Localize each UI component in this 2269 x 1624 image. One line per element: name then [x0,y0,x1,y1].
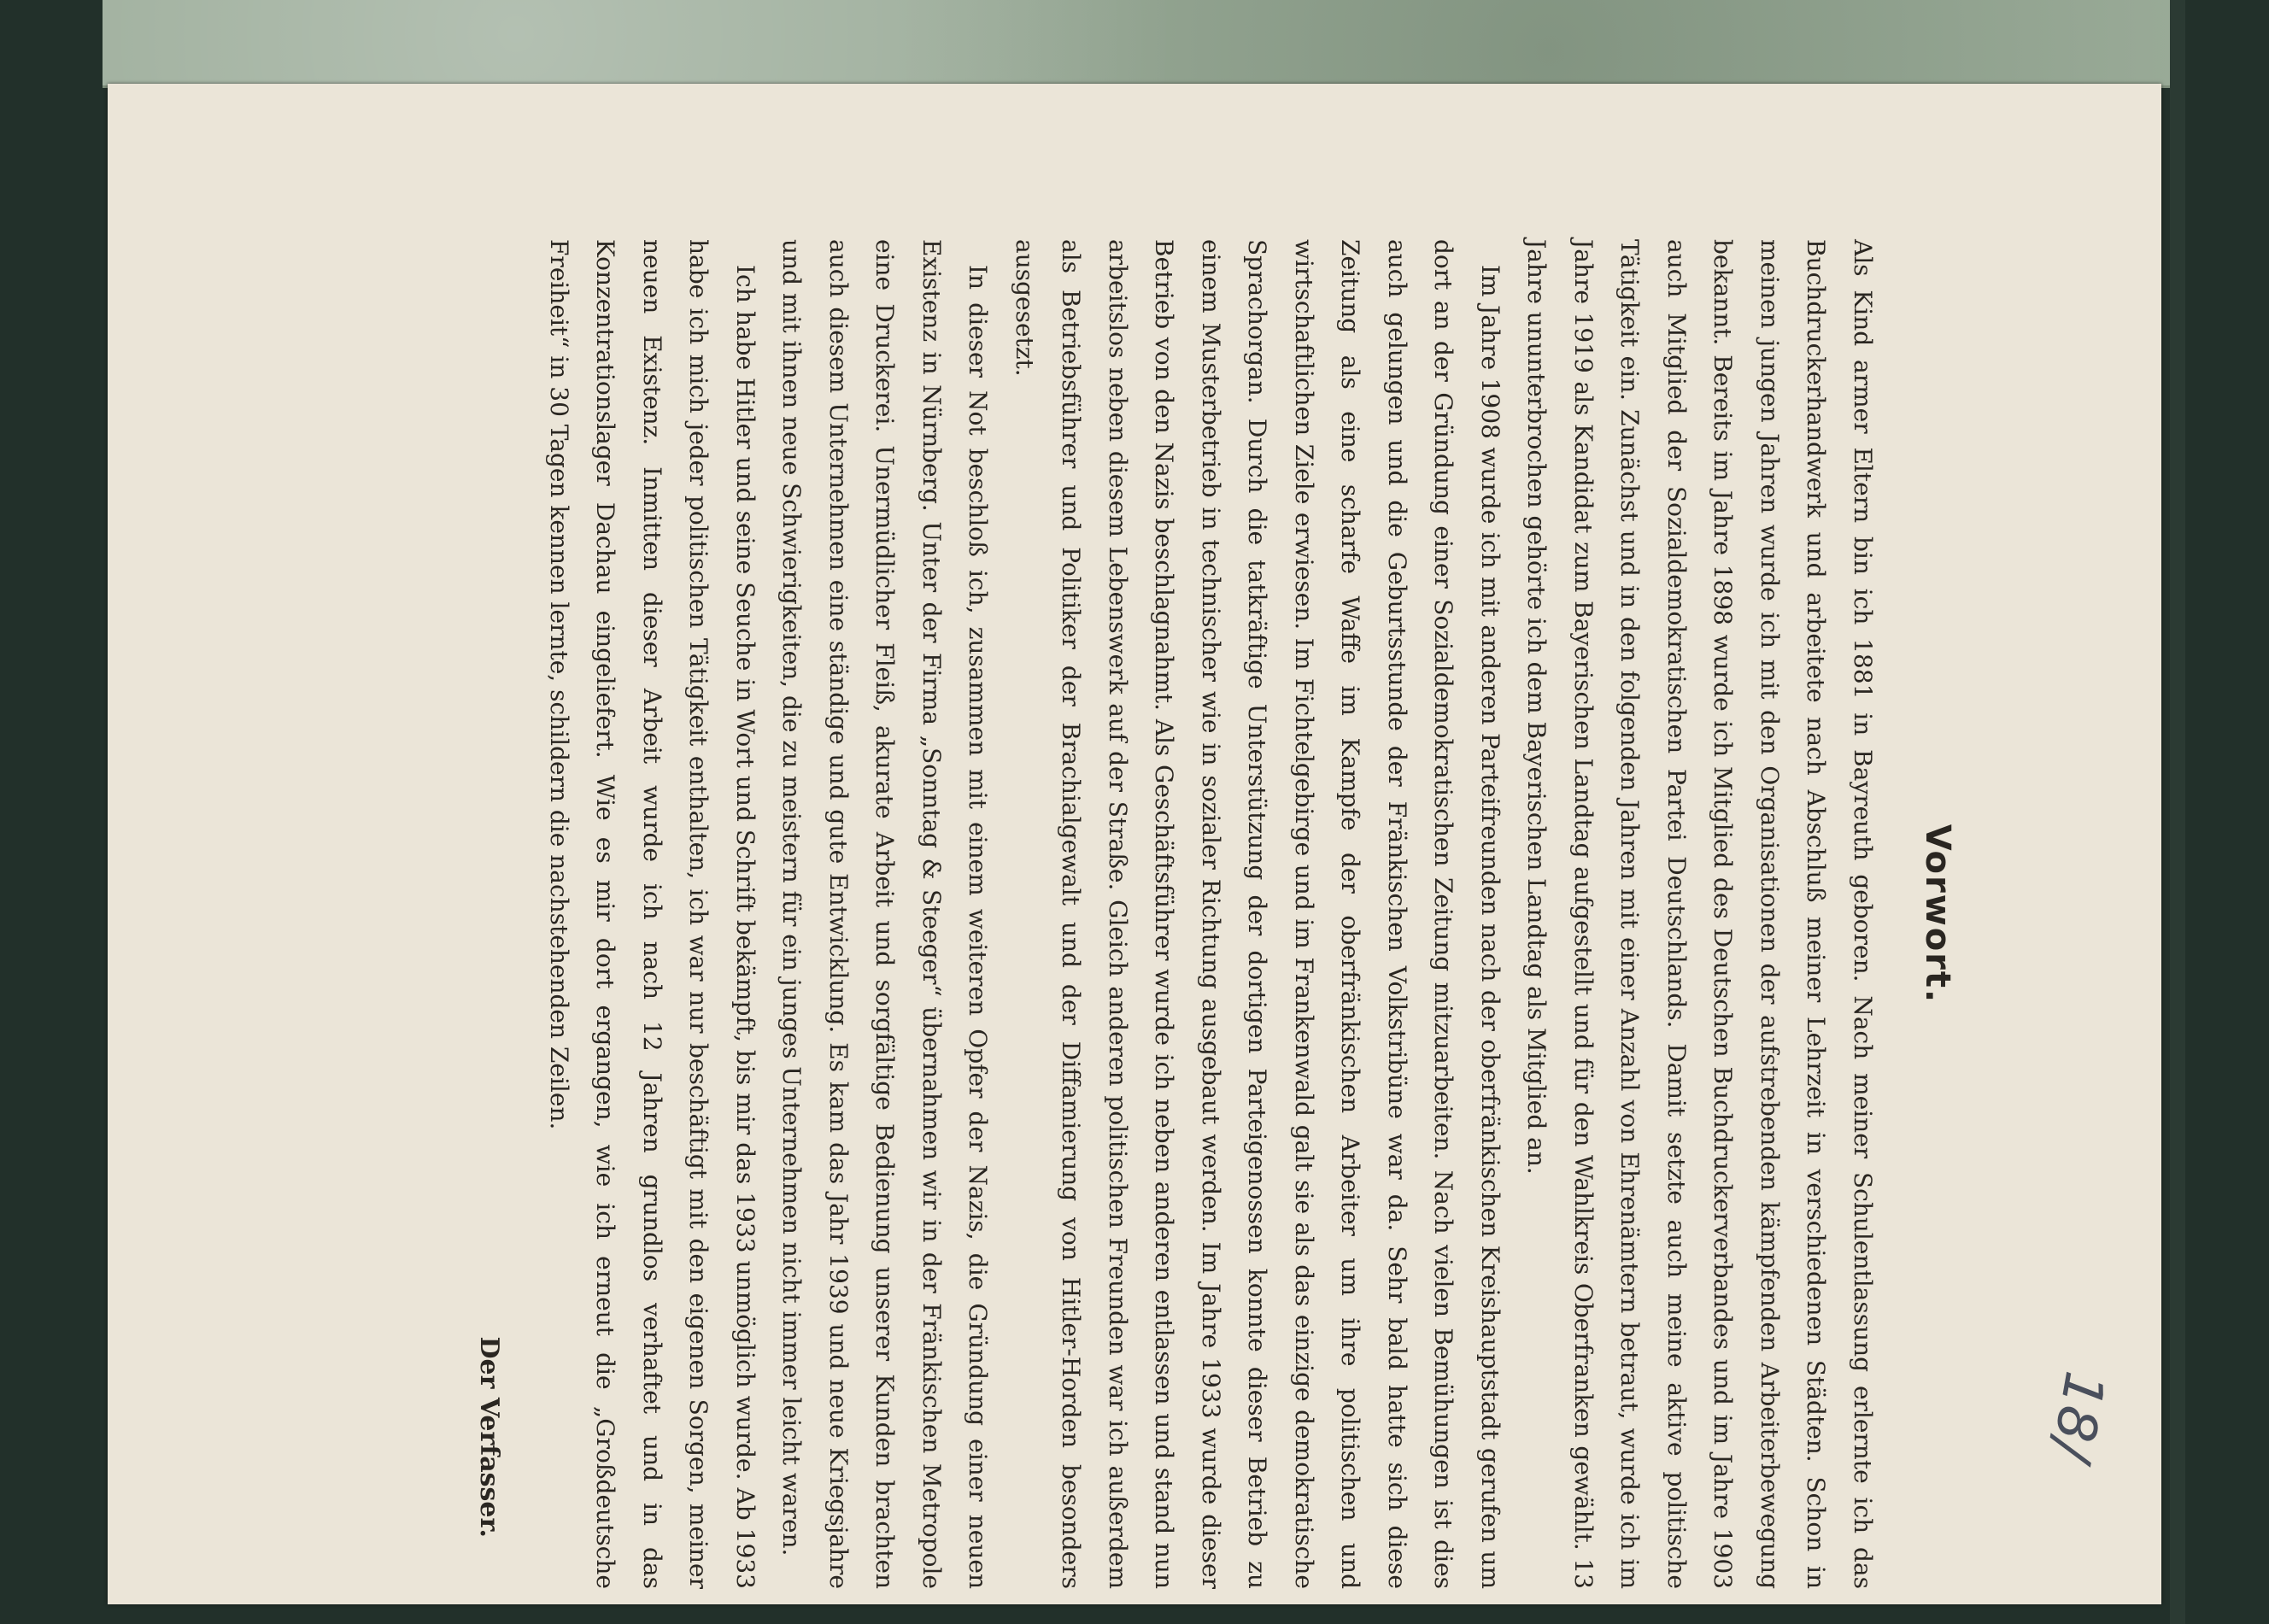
paragraph-4: Ich habe Hitler und seine Seuche in Wort und Schrift bekämpft, bis mir das 1933 unmöglich wurde. Ab 1933 habe ich mich jeder politischen Tätigkeit enthalten, ich war nur beschäftigt mit den eigenen Sorgen, meiner neuen Existenz. Inmitten dieser Arbeit wurde ich nach 12 Jahren grundlos verhaftet und in das Konzentrationslager Dachau eingeliefert. Wie es mir dort ergangen, wie ich erneut die „Großdeutsche Freiheit“ in 30 Tagen kennen lernte, schildern die nachstehenden Zeilen. [545,239,759,1589]
page-title: Vorwort. [1918,824,1957,1005]
page-content [474,239,1957,1589]
signature: Der Verfasser. [474,1336,505,1538]
handwritten-page-number: 18/ [2038,1366,2116,1465]
paragraph-3: In dieser Not beschloß ich, zusammen mit einem weiteren Opfer der Nazis, die Gründung einer neuen Existenz in Nürnberg. Unter der Firma „Sonntag & Steeger“ übernahmen wir in der Fränkischen Metropole eine Druckerei. Unermüdlicher Fleiß, akurate Arbeit und sorgfältige Bedienung unserer Kunden brachten auch diesem Unternehmen eine ständige und gute Entwicklung. Es kam das Jahr 1939 und neue Kriegsjahre und mit ihnen neue Schwierigkeiten, die zu meistern für ein junges Unternehmen nicht immer leicht waren. [777,239,993,1589]
book-page [108,84,2161,1604]
book-cover-edge [103,0,2170,88]
paragraph-1: Als Kind armer Eltern bin ich 1881 in Bayreuth geboren. Nach meiner Schulentlassung erlernte ich das Buchdruckerhandwerk und arbeitete nach Abschluß meiner Lehrzeit in verschiedenen Städten. Schon in meinen jungen Jahren wurde ich mit den Organisationen der aufstrebenden kämpfenden Arbeiterbewegung bekannt. Bereits im Jahre 1898 wurde ich Mitglied des Deutschen Buchdruckerverbandes und im Jahre 1903 auch Mitglied der Sozialdemokratischen Partei Deutschlands. Damit setzte auch meine aktive politische Tätigkeit ein. Zunächst und in den folgenden Jahren mit einer Anzahl von Ehrenämtern betraut, wurde ich im Jahre 1919 als Kandidat zum Bayerischen Landtag aufgestellt und für den Wahlkreis Oberfranken gewählt. 13 Jahre ununterbrochen gehörte ich dem Bayerischen Landtag als Mitglied an. [1522,239,1877,1589]
book-spine-edge [2170,0,2185,1624]
paragraph-2: Im Jahre 1908 wurde ich mit anderen Parteifreunden nach der oberfränkischen Kreishauptstadt gerufen um dort an der Gründung einer Sozialdemokratischen Zeitung mitzuarbeiten. Nach vielen Bemühungen ist dies auch gelungen und die Geburtsstunde der Fränkischen Volkstribüne war da. Sehr bald hatte sich diese Zeitung als eine scharfe Waffe im Kampfe der oberfränkischen Arbeiter um ihre politischen und wirtschaftlichen Ziele erwiesen. Im Fichtelgebirge und im Frankenwald galt sie als das einzige demokratische Sprachorgan. Durch die tatkräftige Unterstützung der dortigen Parteigenossen konnte dieser Betrieb zu einem Musterbetrieb in technischer wie in sozialer Richtung ausgebaut werden. Im Jahre 1933 wurde dieser Betrieb von den Nazis beschlagnahmt. Als Geschäftsführer wurde ich neben anderen entlassen und stand nun arbeitslos neben diesem Lebenswerk auf der Straße. Gleich anderen politischen Freunden war ich außerdem als Betriebsführer und Politiker der Brachialgewalt und der Diffamierung von Hitler-Horden besonders ausgesetzt. [1011,239,1504,1589]
